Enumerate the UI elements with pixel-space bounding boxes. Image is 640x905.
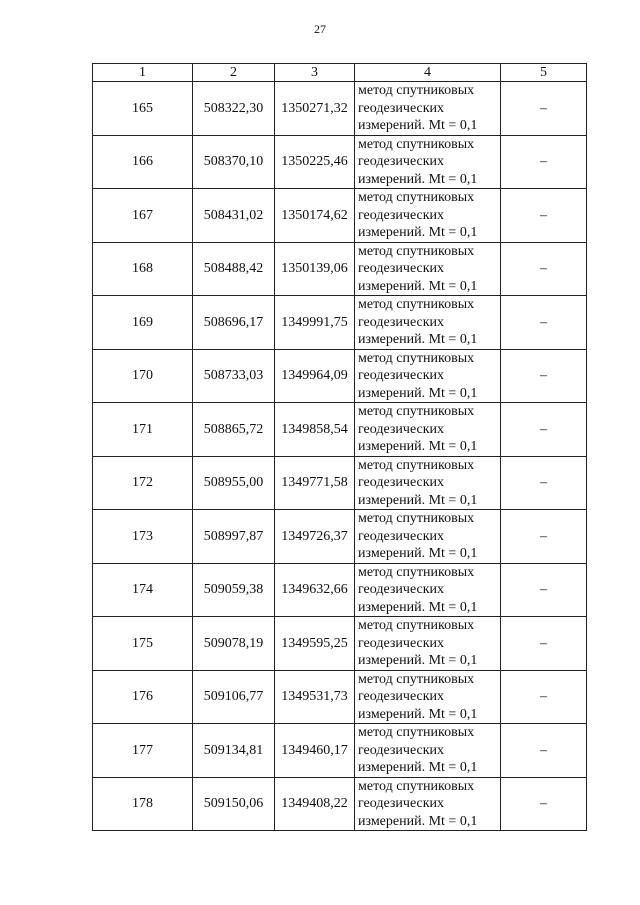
method-cell [355,670,501,724]
point-number-cell: 177 [93,724,193,778]
method-line: геодезических [358,475,445,490]
method-line: геодезических [358,528,445,544]
x-coordinate-cell: 508488,42 [193,242,275,296]
method-line: измерений. Mt = 0,1 [358,706,478,722]
header-cell-4: 4 [355,64,501,82]
method-cell [355,242,501,296]
table-row [93,403,587,457]
point-number-cell: 172 [93,456,193,510]
y-coordinate-cell: 1349964,09 [275,349,355,403]
method-cell [355,510,501,564]
y-coordinate-cell: 1350139,06 [275,242,355,296]
point-number-cell: 166 [93,135,193,189]
table-row [93,82,587,136]
x-coordinate-cell: 508696,17 [193,296,275,350]
x-coordinate-cell: 508322,30 [193,82,275,136]
method-line: геодезических [358,582,445,597]
point-number-cell: 167 [93,189,193,243]
note-cell: – [501,296,587,350]
method-line: метод спутниковых [358,671,475,687]
table-row [93,617,587,671]
method-cell [355,82,501,136]
note-cell: – [501,242,587,296]
table-row [93,563,587,617]
table-row [93,189,587,243]
coordinates-table [92,63,587,831]
method-line: измерений. Mt = 0,1 [358,278,478,294]
y-coordinate-cell: 1349460,17 [275,724,355,778]
method-line: геодезических [358,368,445,383]
table-row [93,296,587,350]
x-coordinate-cell: 508431,02 [193,189,275,243]
method-cell [355,617,501,671]
method-line: метод спутниковых [358,136,475,152]
table-row [93,724,587,778]
method-line: геодезических [358,742,445,758]
note-cell: – [501,563,587,617]
y-coordinate-cell: 1349632,66 [275,563,355,617]
note-cell: – [501,189,587,243]
point-number-cell: 174 [93,563,193,617]
note-cell: – [501,349,587,403]
method-line: геодезических [358,154,445,169]
point-number-cell: 169 [93,296,193,350]
method-line: измерений. Mt = 0,1 [358,546,478,561]
y-coordinate-cell: 1350174,62 [275,189,355,243]
header-cell-5: 5 [501,64,587,82]
table-row [93,670,587,724]
note-cell: – [501,617,587,671]
method-line: геодезических [358,261,445,276]
note-cell: – [501,724,587,778]
method-line: геодезических [358,635,445,651]
method-line: измерений. Mt = 0,1 [358,385,478,401]
method-line: метод спутниковых [358,457,475,473]
x-coordinate-cell: 508733,03 [193,349,275,403]
y-coordinate-cell: 1349991,75 [275,296,355,350]
method-line: метод спутниковых [358,243,475,259]
table-row [93,456,587,510]
method-line: метод спутниковых [358,83,475,98]
x-coordinate-cell: 508370,10 [193,135,275,189]
method-line: измерений. Mt = 0,1 [358,118,478,133]
header-cell-2: 2 [193,64,275,82]
method-line: измерений. Mt = 0,1 [358,439,478,454]
method-line: измерений. Mt = 0,1 [358,225,478,240]
point-number-cell: 173 [93,510,193,564]
method-cell [355,456,501,510]
note-cell: – [501,670,587,724]
table-row [93,510,587,564]
y-coordinate-cell: 1349531,73 [275,670,355,724]
method-line: измерений. Mt = 0,1 [358,492,478,508]
y-coordinate-cell: 1350271,32 [275,82,355,136]
table-row [93,242,587,296]
method-line: метод спутниковых [358,564,475,580]
point-number-cell: 168 [93,242,193,296]
note-cell: – [501,456,587,510]
method-line: измерений. Mt = 0,1 [358,813,478,829]
x-coordinate-cell: 508997,87 [193,510,275,564]
method-line: метод спутниковых [358,350,475,366]
method-line: метод спутниковых [358,725,475,740]
method-line: метод спутниковых [358,778,475,794]
header-cell-1: 1 [93,64,193,82]
point-number-cell: 178 [93,777,193,831]
table-row [93,777,587,831]
x-coordinate-cell: 509134,81 [193,724,275,778]
method-cell [355,349,501,403]
point-number-cell: 171 [93,403,193,457]
method-cell [355,724,501,778]
method-line: измерений. Mt = 0,1 [358,171,478,187]
page-number: 27 [314,22,326,36]
y-coordinate-cell: 1349726,37 [275,510,355,564]
method-line: геодезических [358,207,445,223]
y-coordinate-cell: 1349771,58 [275,456,355,510]
header-row [93,64,587,82]
y-coordinate-cell: 1349858,54 [275,403,355,457]
method-cell [355,189,501,243]
method-line: измерений. Mt = 0,1 [358,599,478,615]
table-body [93,82,587,831]
x-coordinate-cell: 508955,00 [193,456,275,510]
header-cell-3: 3 [275,64,355,82]
table-row [93,349,587,403]
point-number-cell: 170 [93,349,193,403]
table-row [93,135,587,189]
method-cell [355,777,501,831]
method-line: метод спутниковых [358,618,475,633]
x-coordinate-cell: 509150,06 [193,777,275,831]
method-line: геодезических [358,796,445,811]
x-coordinate-cell: 509106,77 [193,670,275,724]
method-cell [355,563,501,617]
y-coordinate-cell: 1350225,46 [275,135,355,189]
point-number-cell: 165 [93,82,193,136]
method-line: измерений. Mt = 0,1 [358,760,478,775]
method-line: геодезических [358,421,445,437]
note-cell: – [501,403,587,457]
method-cell [355,403,501,457]
x-coordinate-cell: 509059,38 [193,563,275,617]
point-number-cell: 175 [93,617,193,671]
method-cell [355,296,501,350]
method-line: измерений. Mt = 0,1 [358,332,478,347]
method-line: метод спутниковых [358,511,475,526]
note-cell: – [501,510,587,564]
note-cell: – [501,777,587,831]
x-coordinate-cell: 508865,72 [193,403,275,457]
table-header [93,64,587,82]
method-line: геодезических [358,100,445,116]
note-cell: – [501,135,587,189]
x-coordinate-cell: 509078,19 [193,617,275,671]
y-coordinate-cell: 1349408,22 [275,777,355,831]
method-cell [355,135,501,189]
method-line: измерений. Mt = 0,1 [358,653,478,668]
point-number-cell: 176 [93,670,193,724]
method-line: метод спутниковых [358,404,475,419]
method-line: геодезических [358,689,445,704]
method-line: метод спутниковых [358,297,475,312]
note-cell: – [501,82,587,136]
method-line: метод спутниковых [358,190,475,205]
method-line: геодезических [358,314,445,330]
y-coordinate-cell: 1349595,25 [275,617,355,671]
